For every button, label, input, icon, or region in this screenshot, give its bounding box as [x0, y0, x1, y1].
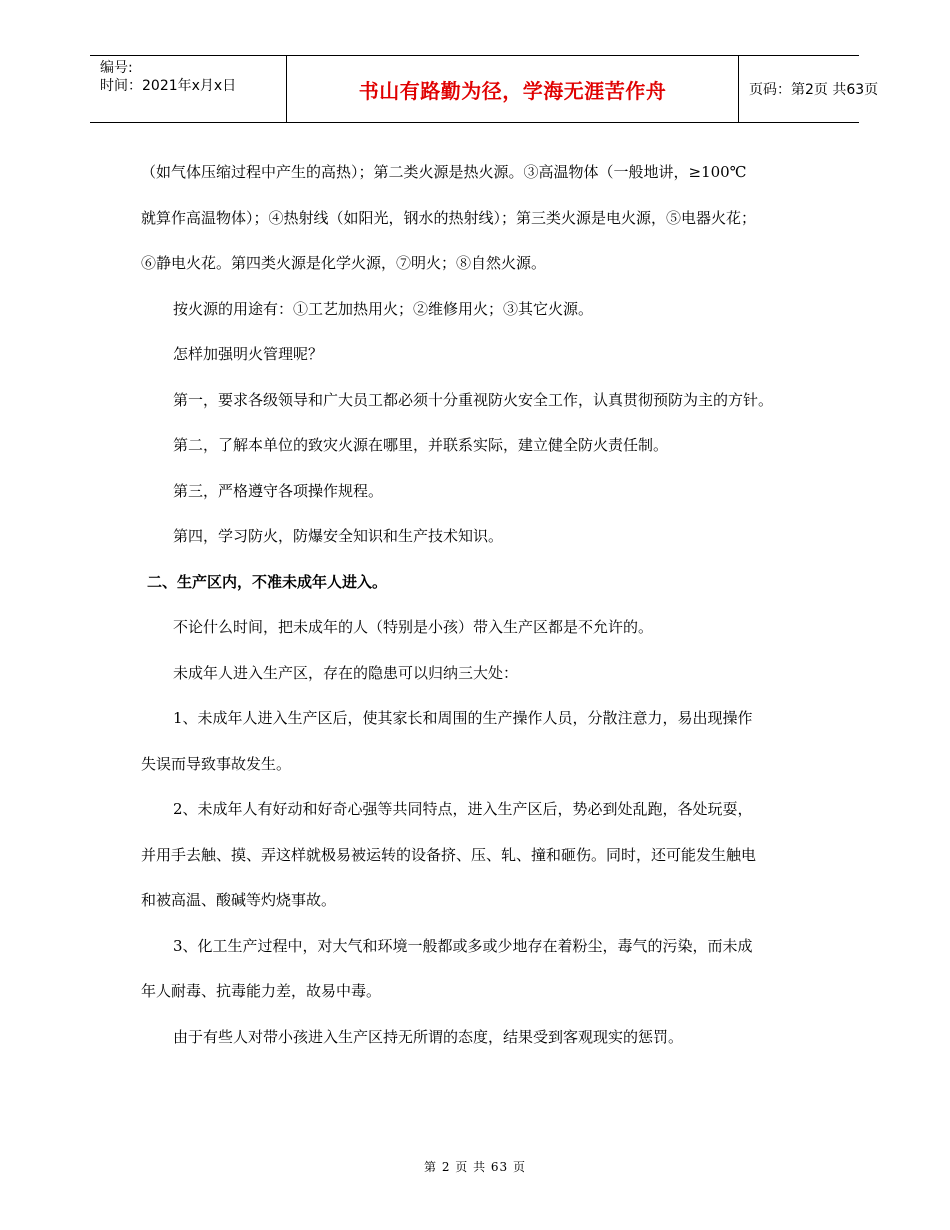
body-line: 失误而导致事故发生。 — [141, 754, 292, 773]
page-header — [90, 55, 879, 123]
body-paragraph: 未成年人进入生产区，存在的隐患可以归纳三大处： — [173, 663, 519, 682]
doc-number-label: 编号: — [100, 60, 133, 76]
body-paragraph: 1、未成年人进入生产区后，使其家长和周围的生产操作人员，分散注意力，易出现操作 — [173, 709, 753, 727]
body-paragraph: 按火源的用途有：①工艺加热用火；②维修用火；③其它火源。 — [173, 299, 594, 318]
document-body — [141, 150, 826, 1060]
body-line: ⑥静电火花。第四类火源是化学火源，⑦明火；⑧自然火源。 — [141, 254, 547, 272]
body-paragraph: 第四，学习防火，防爆安全知识和生产技术知识。 — [173, 527, 504, 545]
body-line: 并用手去触、摸、弄这样就极易被运转的设备挤、压、轧、撞和砸伤。同时，还可能发生触电 — [141, 845, 757, 864]
header-page-info: 页码：第2页 共63页 — [749, 82, 879, 98]
page-footer: 第 2 页 共 63 页 — [424, 1160, 526, 1174]
body-paragraph: 第一，要求各级领导和广大员工都必须十分重视防火安全工作，认真贯彻预防为主的方针。 — [173, 390, 774, 409]
body-line: 和被高温、酸碱等灼烧事故。 — [141, 891, 337, 909]
body-paragraph: 第二，了解本单位的致灾火源在哪里，并联系实际，建立健全防火责任制。 — [173, 436, 669, 454]
header-motto: 书山有路勤为径，学海无涯苦作舟 — [286, 56, 739, 122]
body-line: （如气体压缩过程中产生的高热）；第二类火源是热火源。③高温物体（一般地讲，≥100℃ — [141, 163, 747, 181]
section-heading: 二、生产区内，不准未成年人进入。 — [147, 572, 388, 591]
body-line: 就算作高温物体）；④热射线（如阳光，钢水的热射线）；第三类火源是电火源，⑤电器火花； — [141, 208, 757, 227]
date-line: 时间：2021年x月x日 — [100, 78, 237, 94]
header-meta — [90, 56, 286, 122]
body-paragraph: 由于有些人对带小孩进入生产区持无所谓的态度，结果受到客观现实的惩罚。 — [173, 1027, 684, 1046]
body-paragraph: 第三，严格遵守各项操作规程。 — [173, 481, 384, 500]
body-line: 年人耐毒、抗毒能力差，故易中毒。 — [141, 982, 382, 1000]
body-paragraph: 不论什么时间，把未成年的人（特别是小孩）带入生产区都是不允许的。 — [173, 618, 654, 636]
body-paragraph: 2、未成年人有好动和好奇心强等共同特点，进入生产区后，势必到处乱跑，各处玩耍， — [173, 800, 753, 818]
body-paragraph: 3、化工生产过程中，对大气和环境一般都或多或少地存在着粉尘，毒气的污染，而未成 — [173, 936, 753, 955]
body-paragraph: 怎样加强明火管理呢？ — [173, 345, 324, 363]
